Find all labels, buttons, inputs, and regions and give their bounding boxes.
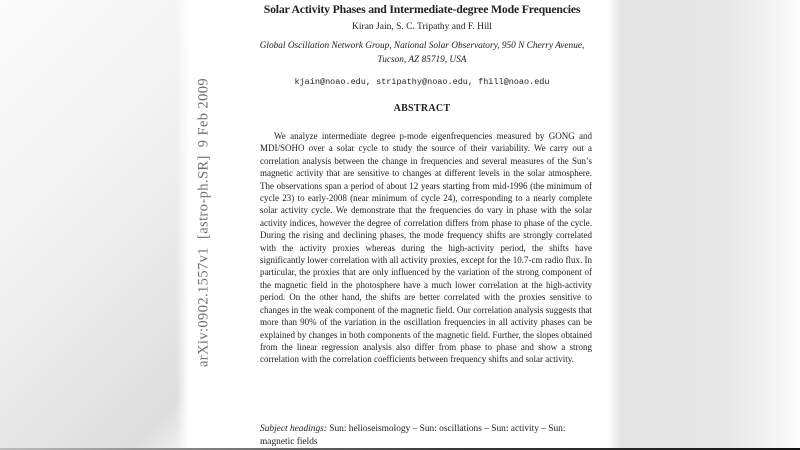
affiliation-line-2: Tucson, AZ 85719, USA — [377, 55, 467, 65]
subject-headings-list: Sun: helioseismology – Sun: oscillations – Sun: activity – Sun: magnetic fields — [260, 424, 566, 447]
abstract-heading: ABSTRACT — [393, 103, 451, 114]
author-emails: kjain@noao.edu, stripathy@noao.edu, fhill@noao.edu — [294, 77, 550, 87]
authors-line: Kiran Jain, S. C. Tripathy and F. Hill — [352, 22, 492, 32]
subject-headings — [260, 423, 592, 449]
affiliation-line-1: Global Oscillation Network Group, National Solar Observatory, 950 N Cherry Avenue, — [259, 41, 585, 51]
background-right-band — [608, 0, 800, 450]
subject-headings-label: Subject headings: — [260, 424, 327, 434]
paper-title: Solar Activity Phases and Intermediate-degree Mode Frequencies — [263, 2, 581, 16]
arxiv-identifier-stamp: arXiv:0902.1557v1 [astro-ph.SR] 9 Feb 2009 — [195, 77, 212, 368]
background-left-band — [0, 0, 190, 450]
paper-page — [190, 0, 608, 450]
abstract-text: We analyze intermediate degree p-mode eigenfrequencies measured by GONG and MDI/SOHO over a solar cycle to study the source of their variability. We carry out a correlation analysis between the change in frequencies and several measures of the Sun’s magnetic activity that are sensitive to changes at different levels in the solar atmosphere. The observations span a period of about 12 years starting from mid-1996 (the minimum of cycle 23) to early-2008 (near minimum of cycle 24), corresponding to a nearly complete solar activity cycle. We demonstrate that the frequencies do vary in phase with the solar activity indices, however the degree of correlation differs from phase to phase of the cycle. During the rising and declining phases, the mode frequency shifts are strongly correlated with the activity proxies whereas during the high-activity period, the shifts have significantly lower correlation with all activity proxies, except for the 10.7-cm radio flux. In particular, the proxies that are only influenced by the variation of the strong component of the magnetic field in the photosphere have a much lower correlation at the high-activity period. On the other hand, the shifts are better correlated with the proxies sensitive to changes in the weak component of the magnetic field. Our correlation analysis suggests that more than 90% of the variation in the oscillation frequencies in all activity phases can be explained by changes in both components of the magnetic field. Further, the slopes obtained from the linear regression analysis also differ from phase to phase and show a strong correlation with the correlation coefficients between frequency shifts and solar activity. — [260, 131, 592, 365]
